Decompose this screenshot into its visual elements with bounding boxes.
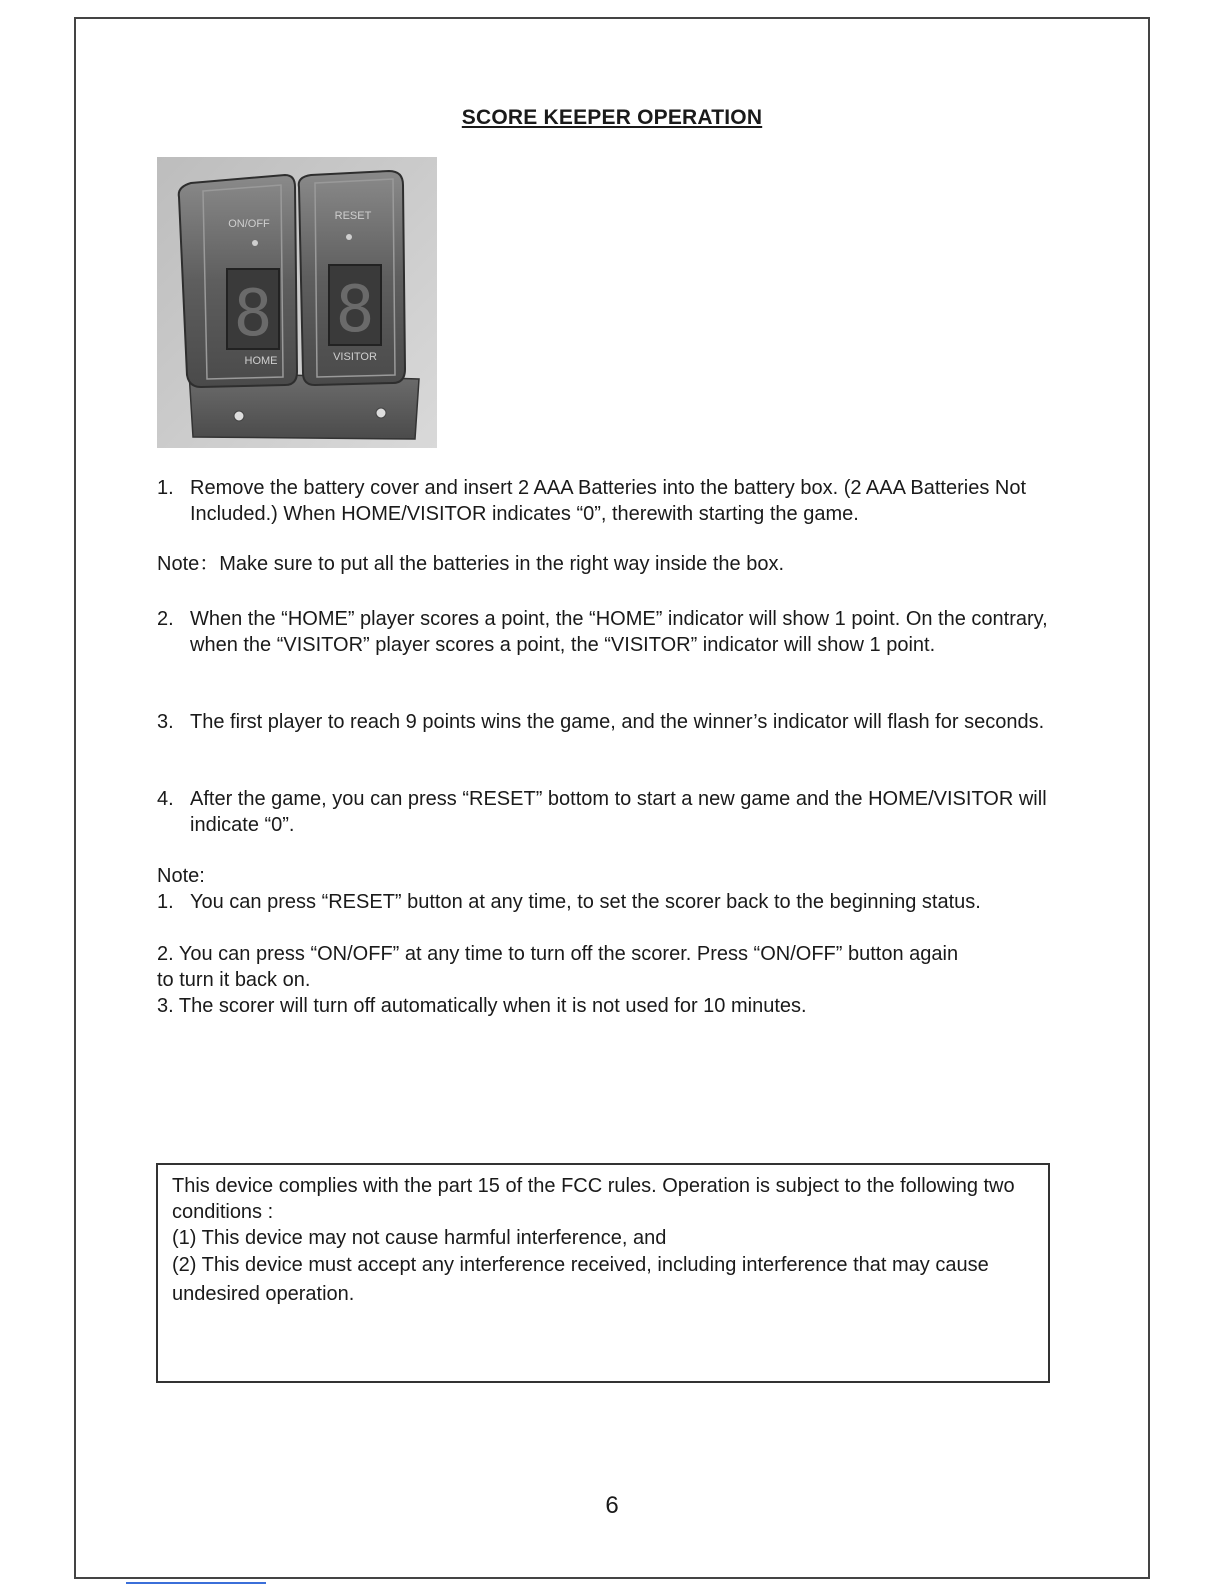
base-screw-left: [234, 411, 244, 421]
notes-heading: Note:: [157, 865, 205, 887]
step-number: 3.: [157, 711, 174, 733]
note-item-3: 3. The scorer will turn off automatically when it is not used for 10 minutes.: [157, 995, 807, 1017]
step-1: [157, 475, 1057, 527]
fcc-line-1: This device complies with the part 15 of the FCC rules. Operation is subject to the following two conditions :: [172, 1175, 1015, 1223]
note-item-2-line-1: 2. You can press “ON/OFF” at any time to turn off the scorer. Press “ON/OFF” button again: [157, 943, 959, 965]
score-keeper-photo: [157, 157, 437, 448]
fcc-statement-box: [156, 1163, 1050, 1383]
step-number: 1.: [157, 477, 174, 499]
note-item-2-line-2: to turn it back on.: [157, 969, 311, 991]
visitor-label: VISITOR: [333, 351, 377, 363]
step-text: When the “HOME” player scores a point, the “HOME” indicator will show 1 point. On the contrary, when the “VISITOR” player scores a point, the “VISITOR” indicator will show 1 point.: [190, 608, 1048, 656]
base-screw-right: [376, 408, 386, 418]
step-text: After the game, you can press “RESET” bottom to start a new game and the HOME/VISITOR will indicate “0”.: [190, 788, 1047, 836]
step-text: Remove the battery cover and insert 2 AAA Batteries into the battery box. (2 AAA Batteries Not Included.) When HOME/VISITOR indicates “0”, therewith starting the game.: [190, 477, 1027, 525]
fcc-line-3: (2) This device must accept any interference received, including interference that may cause undesired operation.: [172, 1254, 989, 1305]
step-text: The first player to reach 9 points wins the game, and the winner’s indicator will flash for seconds.: [190, 711, 1045, 733]
step-2: [157, 606, 1057, 658]
on-off-led: [252, 240, 258, 246]
step-number: 2.: [157, 608, 174, 630]
visitor-digit: 8: [335, 273, 375, 347]
fcc-line-2: (1) This device may not cause harmful interference, and: [172, 1227, 667, 1249]
note-item-1: [157, 889, 1057, 915]
page-number: 6: [605, 1492, 619, 1519]
home-label: HOME: [244, 355, 278, 367]
battery-note: Note：Make sure to put all the batteries in the right way inside the box.: [157, 553, 785, 575]
note-number: 1.: [157, 891, 174, 913]
page-title: SCORE KEEPER OPERATION: [461, 106, 763, 129]
step-number: 4.: [157, 788, 174, 810]
home-digit: 8: [233, 277, 273, 351]
reset-label: RESET: [334, 210, 372, 222]
step-4: [157, 786, 1057, 838]
on-off-label: ON/OFF: [228, 218, 270, 230]
note-text: You can press “RESET” button at any time, to set the scorer back to the beginning status.: [190, 891, 981, 913]
step-3: [157, 709, 1057, 735]
reset-led: [346, 234, 352, 240]
